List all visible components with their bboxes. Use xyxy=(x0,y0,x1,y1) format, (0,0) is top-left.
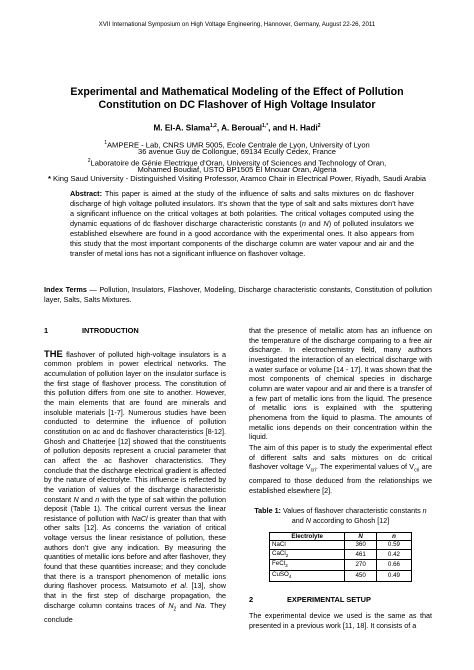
text-run: The aim of this paper is to study the experimental effect of different salts and salts mixtures on dc critical flashover voltage V xyxy=(249,442,432,472)
intro-paragraph-continued: that the presence of metallic atom has an influence on the temperature of the discharge comparing to a free air discharge. In electrochemistry field, many authors investigated the interaction of an electrical discharge with a water surface or volume [14 - 17]. It was shown that the most components of chemical species in discharge column are water vapour and air and there is a transfer of a few part of metallic ions from the liquid. The presence of metallic ions is explained with the sputtering phenomena from the liquid to plasma. The amounts of metallic ions depends on their concentration within the liquid. xyxy=(249,326,432,442)
intro-paragraph xyxy=(44,349,226,625)
author-2: A. Beroual xyxy=(221,123,263,133)
affiliation-text: 36 avenue Guy de Collongue, 69134 Ecully Cedex, France xyxy=(138,147,336,156)
affiliation-text: Mohamed Boudiaf, USTO BP1505 El Mnouar Oran, Algeria xyxy=(137,165,337,174)
var-nacl: NaCl xyxy=(131,513,148,523)
header-var: n xyxy=(392,532,396,540)
table-cell-n: 0.66 xyxy=(376,560,411,571)
table-row xyxy=(270,560,412,571)
var-na: Na xyxy=(195,600,205,610)
table-header-cell: Electrolyte xyxy=(270,532,345,541)
section-1-heading xyxy=(44,326,226,336)
table-cell-electrolyte xyxy=(270,571,345,582)
affiliation-text: AMPERE - Lab, CNRS UMR 5005, Ecole Centrale de Lyon, University of Lyon xyxy=(106,140,370,150)
table-header-cell xyxy=(376,532,411,541)
text-run: and xyxy=(78,494,96,504)
right-column xyxy=(249,326,432,632)
text-run: . They conclude xyxy=(44,600,226,624)
affiliation-text: King Saud University - Distinguished Visiting Professor, Aramco Chair in Electrical Power, Riyadh, Saudi Arabia xyxy=(50,174,427,183)
abstract-text: ) of polluted insulators we established elsewhere are found in a good accordance with the experimental ones. It also appears from this study that the most important components of the discharge column are water vapour and air and the transfer of metal ions has not a significant influence on flashover voltage. xyxy=(70,219,414,258)
var-n2: N xyxy=(168,600,174,610)
subscript: 4 xyxy=(288,574,292,580)
text-run: is greater than that with other salts [12]. As concerns the variation of critical voltage versus the linear resistance of pollution, these authors don’t give any indication. By measuring the quantities of metallic ions before and after flashover, they found that these quantities increase; and they conclude that there is a transport phenomenon of metallic ions during flashover process. Matsumoto xyxy=(44,513,226,591)
text-run: . The experimental values of V xyxy=(315,462,415,472)
table-cell-n: 0.42 xyxy=(376,549,411,560)
subscript: 2 xyxy=(173,606,177,613)
abstract-text: This paper is aimed at the study of the influence of salts and salts mixtures on dc flashover discharge of high voltage polluted insulators. It’s shown that the type of salt and salts mixtures don’t have a significant influence on the critical voltages at both polarities. The critical voltages computed using the dynamic equations of dc flashover discharge characteristic constants ( xyxy=(70,189,414,228)
author-separator: , and xyxy=(268,123,290,133)
table-header-row xyxy=(270,532,412,541)
table-row xyxy=(270,541,412,550)
subscript: 3 xyxy=(285,563,288,569)
var-N: N xyxy=(305,515,311,525)
table-row xyxy=(270,549,412,560)
affiliation-3 xyxy=(0,174,474,184)
affiliation-sup: 2 xyxy=(87,158,91,164)
running-header: XVII International Symposium on High Voltage Engineering, Hannover, Germany, August 22-26, 2011 xyxy=(98,21,376,28)
abstract-text: and xyxy=(305,219,324,228)
author-1: M. El-A. Slama xyxy=(153,123,210,133)
index-terms-label: Index Terms xyxy=(44,285,87,294)
subscript: cri xyxy=(310,467,316,474)
cell-text: NaCl xyxy=(272,541,286,549)
author-2-sup: 1,* xyxy=(262,123,269,129)
table-cell-N: 360 xyxy=(345,541,377,550)
setup-paragraph: The experimental device we used is the same as that presented in a previous work [11, 18]. It consists of a xyxy=(249,611,432,631)
text-run: Values of flashover characteristic constants xyxy=(280,505,423,515)
cell-text: CaCl xyxy=(272,549,286,557)
intro-lead-word: THE xyxy=(44,347,63,359)
paper-title xyxy=(40,86,434,112)
section-number: 2 xyxy=(249,594,254,604)
var-n: n xyxy=(422,505,427,515)
index-terms-text: — Pollution, Insulators, Flashover, Modeling, Discharge characteristic constants, Constitution of pollution layer, Salts, Salts Mixtures. xyxy=(44,285,432,304)
var-n: n xyxy=(95,494,100,504)
author-3: H. Hadi xyxy=(289,123,318,133)
table-1 xyxy=(269,532,412,582)
subscript: cri xyxy=(414,467,420,474)
section-title: EXPERIMENTAL SETUP xyxy=(287,594,371,604)
aim-paragraph xyxy=(249,443,432,496)
text-run: with the type of salt within the pollution deposit (Table 1). The critical current versus the linear resistance of pollution with xyxy=(44,494,227,523)
text-run: according to Ghosh [12] xyxy=(310,515,390,525)
author-list xyxy=(0,123,474,133)
author-1-sup: 1,2 xyxy=(209,123,217,129)
section-2-heading xyxy=(249,595,432,605)
author-separator: , xyxy=(216,123,222,133)
header-var: N xyxy=(358,532,363,540)
text-run: and xyxy=(176,600,196,610)
affiliation-sup: 1 xyxy=(104,140,107,146)
cell-text: CuSO xyxy=(272,571,289,579)
text-run: are compared to those deduced from the relationships we established elsewhere [2]. xyxy=(249,462,432,495)
text-run: and xyxy=(291,515,306,525)
affiliation-text: Laboratoire de Génie Electrique d’Oran, University of Sciences and Technology of Oran, xyxy=(90,158,387,168)
abstract-var-n: n xyxy=(301,219,306,228)
table-cell-n: 0.59 xyxy=(376,541,411,550)
table-cell-electrolyte xyxy=(270,541,345,550)
et-al: et al xyxy=(170,581,186,591)
table-caption-label: Table 1: xyxy=(254,505,281,515)
table-row xyxy=(270,571,412,582)
left-column xyxy=(44,326,226,625)
title-line-2: Constitution on DC Flashover of High Voltage Insulator xyxy=(98,99,376,111)
text-run: flashover of polluted high-voltage insulators is a common problem in power electrical networks. The accumulation of pollution layer on the insulator surface is the first stage of flashover process. The constitution of this pollution differs from one site to another. However, the main elements that are found are minerals and insoluble materials [1-7]. Numerous studies have been conducted to determine the influence of pollution constitution on ac and dc flashover characteristics [8-12]. Ghosh and Chatterjee [12] showed that the constituents of pollution deposits represent a crucial parameter that can affect the ac flashover characteristics. They conclude that the discharge electrical gradient is affected by the nature of electrolyte. This influence is reflected by the variation of values of the discharge characteristic constant xyxy=(44,349,226,504)
table-cell-N: 450 xyxy=(345,571,377,582)
author-3-sup: 2 xyxy=(317,123,321,129)
abstract-label: Abstract: xyxy=(70,189,103,198)
section-title: INTRODUCTION xyxy=(82,326,139,335)
cell-text: FeCl xyxy=(272,560,286,568)
table-cell-electrolyte xyxy=(270,549,345,560)
table-cell-electrolyte xyxy=(270,560,345,571)
title-line-1: Experimental and Mathematical Modeling of the Effect of Pollution xyxy=(70,86,404,98)
affiliation-sup: * xyxy=(47,174,51,183)
table-header-cell xyxy=(345,532,377,541)
table-cell-n: 0.49 xyxy=(376,571,411,582)
text-run: . [13], show that in the first step of discharge propagation, the discharge column contains traces of xyxy=(44,581,226,610)
section-number: 1 xyxy=(44,326,49,335)
table-1-caption xyxy=(249,506,432,526)
subscript: 2 xyxy=(285,552,289,558)
table-cell-N: 461 xyxy=(345,549,377,560)
table-cell-N: 270 xyxy=(345,560,377,571)
var-N: N xyxy=(73,494,79,504)
index-terms xyxy=(44,285,432,305)
abstract-var-N: N xyxy=(323,219,329,228)
abstract xyxy=(70,189,414,259)
